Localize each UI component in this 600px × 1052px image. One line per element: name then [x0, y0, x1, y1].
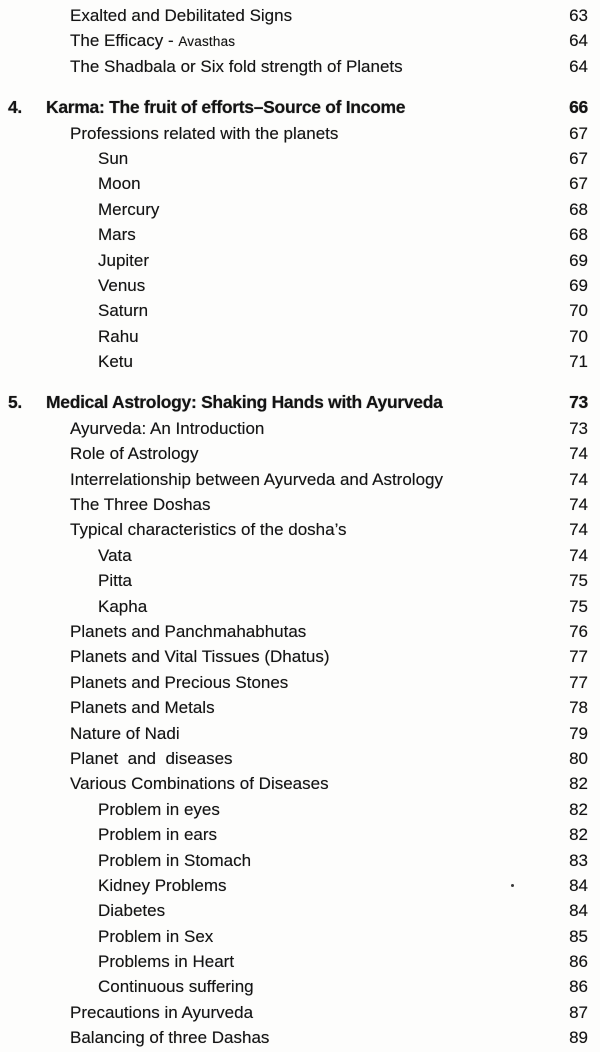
- toc-entry-page: 64: [569, 31, 588, 51]
- toc-entry-row: [0, 721, 600, 746]
- toc-entry-title: Interrelationship between Ayurveda and Astrology: [70, 469, 443, 489]
- toc-chapter-row: [0, 95, 600, 120]
- toc-entry-page: 67: [569, 123, 588, 143]
- toc-entry-row: [0, 171, 600, 196]
- toc-entry-page: 84: [569, 875, 588, 895]
- toc-entry-title: The Three Doshas: [70, 495, 211, 515]
- toc-entry-title: Mercury: [98, 199, 160, 219]
- toc-entry-title: Problem in ears: [98, 825, 218, 845]
- toc-entry-row: [0, 1025, 600, 1050]
- toc-entry-page: 86: [569, 977, 588, 997]
- toc-entry-title: Planet and diseases: [70, 748, 233, 768]
- toc-entry-page: 68: [569, 199, 588, 219]
- toc-entry-row: [0, 298, 600, 323]
- toc-entry-page: 70: [569, 326, 588, 346]
- toc-entry-title: Planets and Metals: [70, 698, 215, 718]
- toc-entry-subtitle: Avasthas: [178, 34, 236, 50]
- toc-entry-page: 75: [569, 596, 588, 616]
- toc-entry-row: [0, 197, 600, 222]
- toc-entry-page: 77: [569, 647, 588, 667]
- toc-entry-page: 85: [569, 926, 588, 946]
- toc-entry-title: Ayurveda: An Introduction: [70, 418, 265, 438]
- toc-entry-page: 86: [569, 952, 588, 972]
- chapter-number: 5.: [8, 392, 22, 413]
- toc-entry-title: Medical Astrology: Shaking Hands with Ayurveda: [46, 392, 443, 413]
- toc-entry-row: [0, 273, 600, 298]
- toc-entry-page: 69: [569, 250, 588, 270]
- toc-entry-row: [0, 146, 600, 171]
- toc-entry-title: Nature of Nadi: [70, 723, 180, 743]
- toc-entry-title: Diabetes: [98, 901, 166, 921]
- toc-entry-page: 87: [569, 1002, 588, 1022]
- toc-chapter-row: [0, 390, 600, 415]
- toc-entry-title: Ketu: [98, 352, 133, 372]
- toc-entry-row: [0, 797, 600, 822]
- toc-entry-title: Problem in Sex: [98, 926, 214, 946]
- toc-entry-page: 74: [569, 469, 588, 489]
- toc-entry-title: Problem in Stomach: [98, 850, 252, 870]
- toc-entry-title: Moon: [98, 174, 141, 194]
- toc-entry-title: Professions related with the planets: [70, 123, 339, 143]
- toc-entry-row: [0, 594, 600, 619]
- toc-entry-page: 64: [569, 56, 588, 76]
- toc-entry-title: Problem in eyes: [98, 799, 220, 819]
- toc-entry-title: Kidney Problems: [98, 875, 227, 895]
- toc-entry-title: Planets and Panchmahabhutas: [70, 621, 307, 641]
- toc-entry-row: [0, 121, 600, 146]
- toc-entry-row: [0, 619, 600, 644]
- toc-entry-row: [0, 349, 600, 374]
- toc-entry-row: [0, 28, 600, 53]
- toc-entry-row: [0, 873, 600, 898]
- toc-entry-row: [0, 746, 600, 771]
- toc-entry-row: [0, 822, 600, 847]
- toc-entry-row: [0, 670, 600, 695]
- toc-entry-page: 80: [569, 748, 588, 768]
- toc-entry-row: [0, 898, 600, 923]
- toc-entry-row: [0, 222, 600, 247]
- toc-entry-page: 83: [569, 850, 588, 870]
- toc-entry-row: [0, 771, 600, 796]
- toc-entry-title: Exalted and Debilitated Signs: [70, 6, 293, 25]
- toc-entry-row: [0, 517, 600, 542]
- toc-entry-row: [0, 248, 600, 273]
- toc-entry-title: Rahu: [98, 326, 139, 346]
- toc-entry-page: 82: [569, 799, 588, 819]
- toc-entry-title: Typical characteristics of the dosha’s: [70, 520, 347, 540]
- toc-entry-title: Planets and Precious Stones: [70, 672, 289, 692]
- toc-entry-page: 73: [569, 392, 588, 413]
- toc-entry-row: [0, 492, 600, 517]
- toc-entry-title: Pitta: [98, 571, 133, 591]
- toc-entry-page: 67: [569, 174, 588, 194]
- toc-entry-title: Saturn: [98, 301, 149, 321]
- toc-entry-page: 73: [569, 418, 588, 438]
- toc-entry-page: 75: [569, 571, 588, 591]
- toc-entry-title: The Shadbala or Six fold strength of Planets: [70, 56, 403, 76]
- toc-entry-page: 84: [569, 901, 588, 921]
- toc-entry-page: 68: [569, 225, 588, 245]
- toc-entry-title: Planets and Vital Tissues (Dhatus): [70, 647, 330, 667]
- toc-entry-row: [0, 54, 600, 79]
- toc-entry-page: 82: [569, 825, 588, 845]
- toc-entry-page: 89: [569, 1028, 588, 1048]
- toc-entry-row: [0, 441, 600, 466]
- toc-entry-page: 74: [569, 444, 588, 464]
- toc-entry-title: Various Combinations of Diseases: [70, 774, 329, 794]
- toc-entry-title: Vata: [98, 545, 132, 565]
- toc-entry-row: [0, 324, 600, 349]
- toc-entry-title: The Efficacy -: [70, 31, 179, 51]
- toc-entry-title: Problems in Heart: [98, 952, 235, 972]
- toc-entry-page: 63: [569, 6, 588, 25]
- toc-entry-row: [0, 543, 600, 568]
- toc-entry-page: 77: [569, 672, 588, 692]
- toc-entry-page: 74: [569, 545, 588, 565]
- toc-entry-row: [0, 1000, 600, 1025]
- toc-entry-row: [0, 695, 600, 720]
- toc-entry-title: Continuous suffering: [98, 977, 254, 997]
- toc-entry-page: 74: [569, 520, 588, 540]
- toc-entry-title: Kapha: [98, 596, 148, 616]
- toc-entry-page: 74: [569, 495, 588, 515]
- toc-entry-row: [0, 924, 600, 949]
- toc-entry-row: [0, 949, 600, 974]
- toc-entry-title: Venus: [98, 275, 146, 295]
- toc-list: [0, 3, 600, 1051]
- scan-artifact-dot: [511, 884, 514, 887]
- toc-entry-page: 71: [569, 352, 588, 372]
- toc-entry-row: [0, 467, 600, 492]
- toc-entry-page: 76: [569, 621, 588, 641]
- toc-entry-row: [0, 568, 600, 593]
- toc-entry-page: 67: [569, 148, 588, 168]
- toc-entry-page: 78: [569, 698, 588, 718]
- toc-entry-row: [0, 416, 600, 441]
- toc-entry-row: [0, 974, 600, 999]
- toc-entry-page: 69: [569, 275, 588, 295]
- chapter-number: 4.: [8, 97, 22, 118]
- toc-entry-row: [0, 848, 600, 873]
- toc-entry-row: [0, 644, 600, 669]
- toc-entry-title: Balancing of three Dashas: [70, 1028, 270, 1048]
- toc-entry-title: Mars: [98, 225, 136, 245]
- toc-entry-title: Jupiter: [98, 250, 150, 270]
- toc-entry-title: Precautions in Ayurveda: [70, 1002, 254, 1022]
- toc-entry-title: Karma: The fruit of efforts–Source of Income: [46, 97, 406, 118]
- toc-entry-title: Sun: [98, 148, 129, 168]
- toc-entry-title: Role of Astrology: [70, 444, 199, 464]
- toc-entry-page: 66: [569, 97, 588, 118]
- toc-entry-page: 79: [569, 723, 588, 743]
- toc-entry-row: [0, 3, 600, 28]
- toc-entry-page: 70: [569, 301, 588, 321]
- toc-entry-page: 82: [569, 774, 588, 794]
